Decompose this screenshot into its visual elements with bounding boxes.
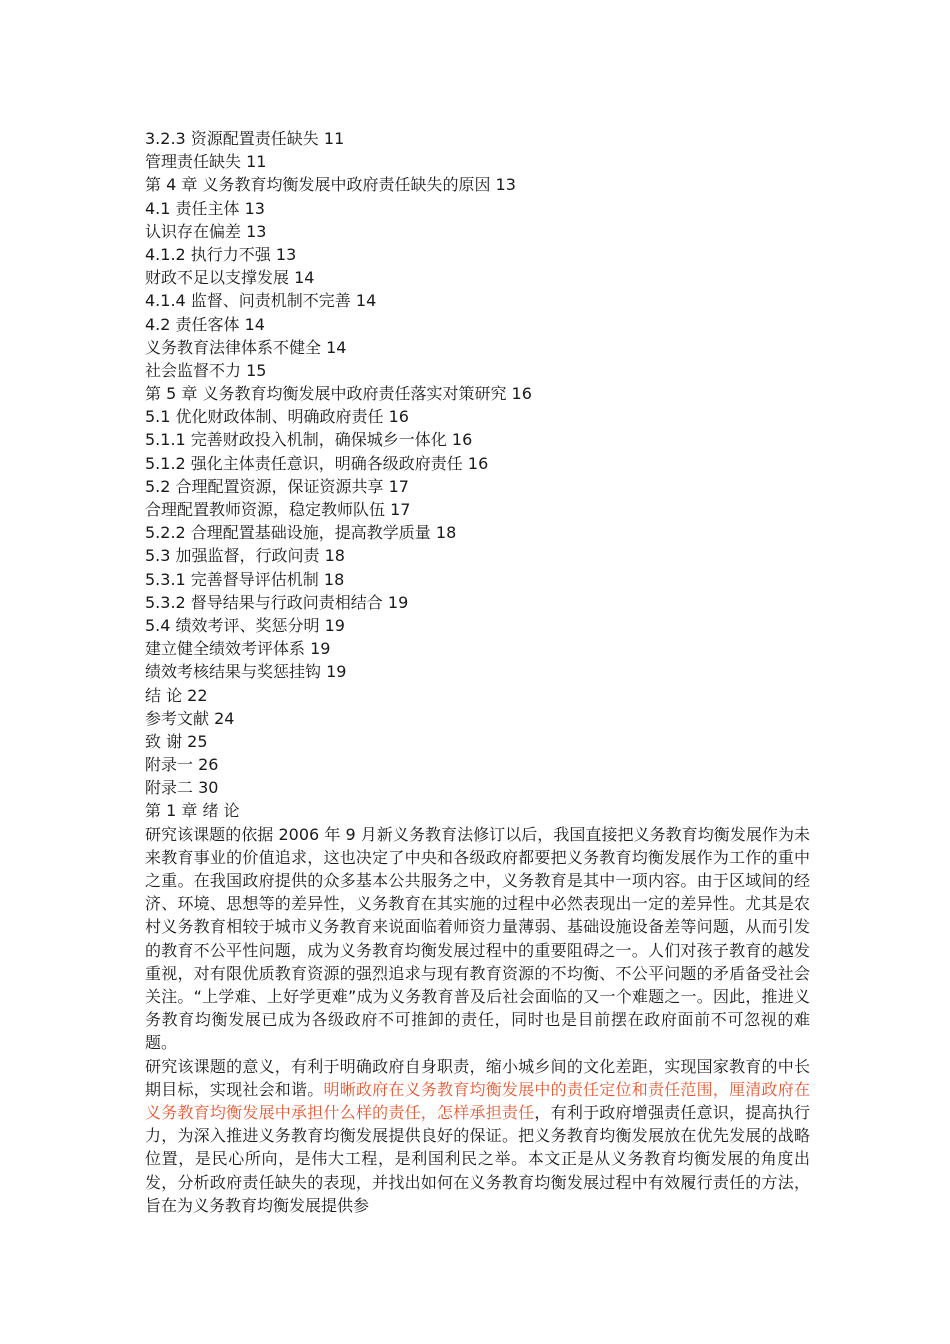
toc-item: 参考文献 24 bbox=[145, 708, 235, 728]
toc-item: 4.1.4 监督、问责机制不完善 14 bbox=[145, 291, 377, 311]
toc-item: 认识存在偏差 13 bbox=[145, 221, 267, 241]
toc-item: 5.2 合理配置资源，保证资源共享 17 bbox=[145, 476, 409, 496]
toc-item: 社会监督不力 15 bbox=[145, 360, 267, 380]
chapter-heading: 第 1 章 绪 论 bbox=[145, 801, 240, 821]
paragraph-text: ，有利于政府增强责任意识，提高执行力，为深入推进义务教育均衡发展提供良好的保证。把义务教育均衡发展放在优先发展的战略位置，是民心所向，是伟大工程，是利国利民之举。本文正是从义务教育均衡发展的角度出发，分析政府责任缺失的表现，并找出如何在义务教育均衡发展过程中有效履行责任的方法，旨在为义务教育均衡发展提供参 bbox=[145, 1103, 810, 1215]
toc-item: 结 论 22 bbox=[145, 685, 208, 705]
body-paragraph-1: 研究该课题的依据 2006 年 9 月新义务教育法修订以后，我国直接把义务教育均衡发展作为未来教育事业的价值追求，这也决定了中央和各级政府都要把义务教育均衡发展作为工作的重中之重。在我国政府提供的众多基本公共服务之中，义务教育是其中一项内容。由于区域间的经济、环境、思想等的差异性，义务教育在其实施的过程中必然表现出一定的差异性。尤其是农村义务教育相较于城市义务教育来说面临着师资力量薄弱、基础设施设备差等问题，从而引发的教育不公平性问题，成为义务教育均衡发展过程中的重要阻碍之一。人们对孩子教育的越发重视，对有限优质教育资源的强烈追求与现有教育资源的不均衡、不公平问题的矛盾备受社会关注。“上学难、上好学更难”成为义务教育普及后社会面临的又一个难题之一。因此，推进义务教育均衡发展已成为各级政府不可推卸的责任，同时也是目前摆在政府面前不可忽视的难题。 bbox=[145, 824, 810, 1053]
toc-item: 3.2.3 资源配置责任缺失 11 bbox=[145, 129, 345, 148]
toc-item: 绩效考核结果与奖惩挂钩 19 bbox=[145, 662, 347, 682]
toc-item: 第 5 章 义务教育均衡发展中政府责任落实对策研究 16 bbox=[145, 384, 532, 404]
body-paragraph-2 bbox=[145, 1055, 810, 1217]
toc-item: 建立健全绩效考评体系 19 bbox=[145, 639, 331, 659]
toc-item: 义务教育法律体系不健全 14 bbox=[145, 337, 347, 357]
toc-item: 附录二 30 bbox=[145, 778, 219, 798]
toc-item: 4.2 责任客体 14 bbox=[145, 314, 265, 334]
toc-item: 5.2.2 合理配置基础设施，提高教学质量 18 bbox=[145, 523, 457, 543]
table-of-contents bbox=[145, 127, 810, 823]
toc-item: 合理配置教师资源，稳定教师队伍 17 bbox=[145, 500, 411, 519]
toc-item: 管理责任缺失 11 bbox=[145, 152, 267, 172]
toc-item: 致 谢 25 bbox=[145, 731, 208, 751]
toc-item: 5.1.2 强化主体责任意识，明确各级政府责任 16 bbox=[145, 453, 489, 473]
toc-item: 5.1.1 完善财政投入机制，确保城乡一体化 16 bbox=[145, 430, 473, 450]
document-content bbox=[145, 127, 810, 1217]
highlighted-text: 明晰政府在义务教育均衡发展中的责任定位和责任范围，厘清政府在义务教育均衡发展中承担什么样的责任，怎样承担责任 bbox=[145, 1079, 810, 1123]
toc-item: 第 4 章 义务教育均衡发展中政府责任缺失的原因 13 bbox=[145, 175, 516, 195]
toc-item: 附录一 26 bbox=[145, 755, 219, 775]
toc-item: 5.3.2 督导结果与行政问责相结合 19 bbox=[145, 592, 409, 612]
paragraph-text: 研究该课题的意义，有利于明确政府自身职责，缩小城乡间的文化差距，实现国家教育的中长期目标，实现社会和谐。 bbox=[145, 1056, 810, 1099]
toc-item: 5.4 绩效考评、奖惩分明 19 bbox=[145, 615, 345, 635]
toc-item: 4.1 责任主体 13 bbox=[145, 198, 265, 218]
toc-item: 5.3 加强监督，行政问责 18 bbox=[145, 546, 345, 566]
toc-item: 财政不足以支撑发展 14 bbox=[145, 268, 315, 288]
toc-item: 5.3.1 完善督导评估机制 18 bbox=[145, 569, 345, 589]
toc-item: 4.1.2 执行力不强 13 bbox=[145, 244, 297, 264]
toc-item: 5.1 优化财政体制、明确政府责任 16 bbox=[145, 407, 409, 427]
